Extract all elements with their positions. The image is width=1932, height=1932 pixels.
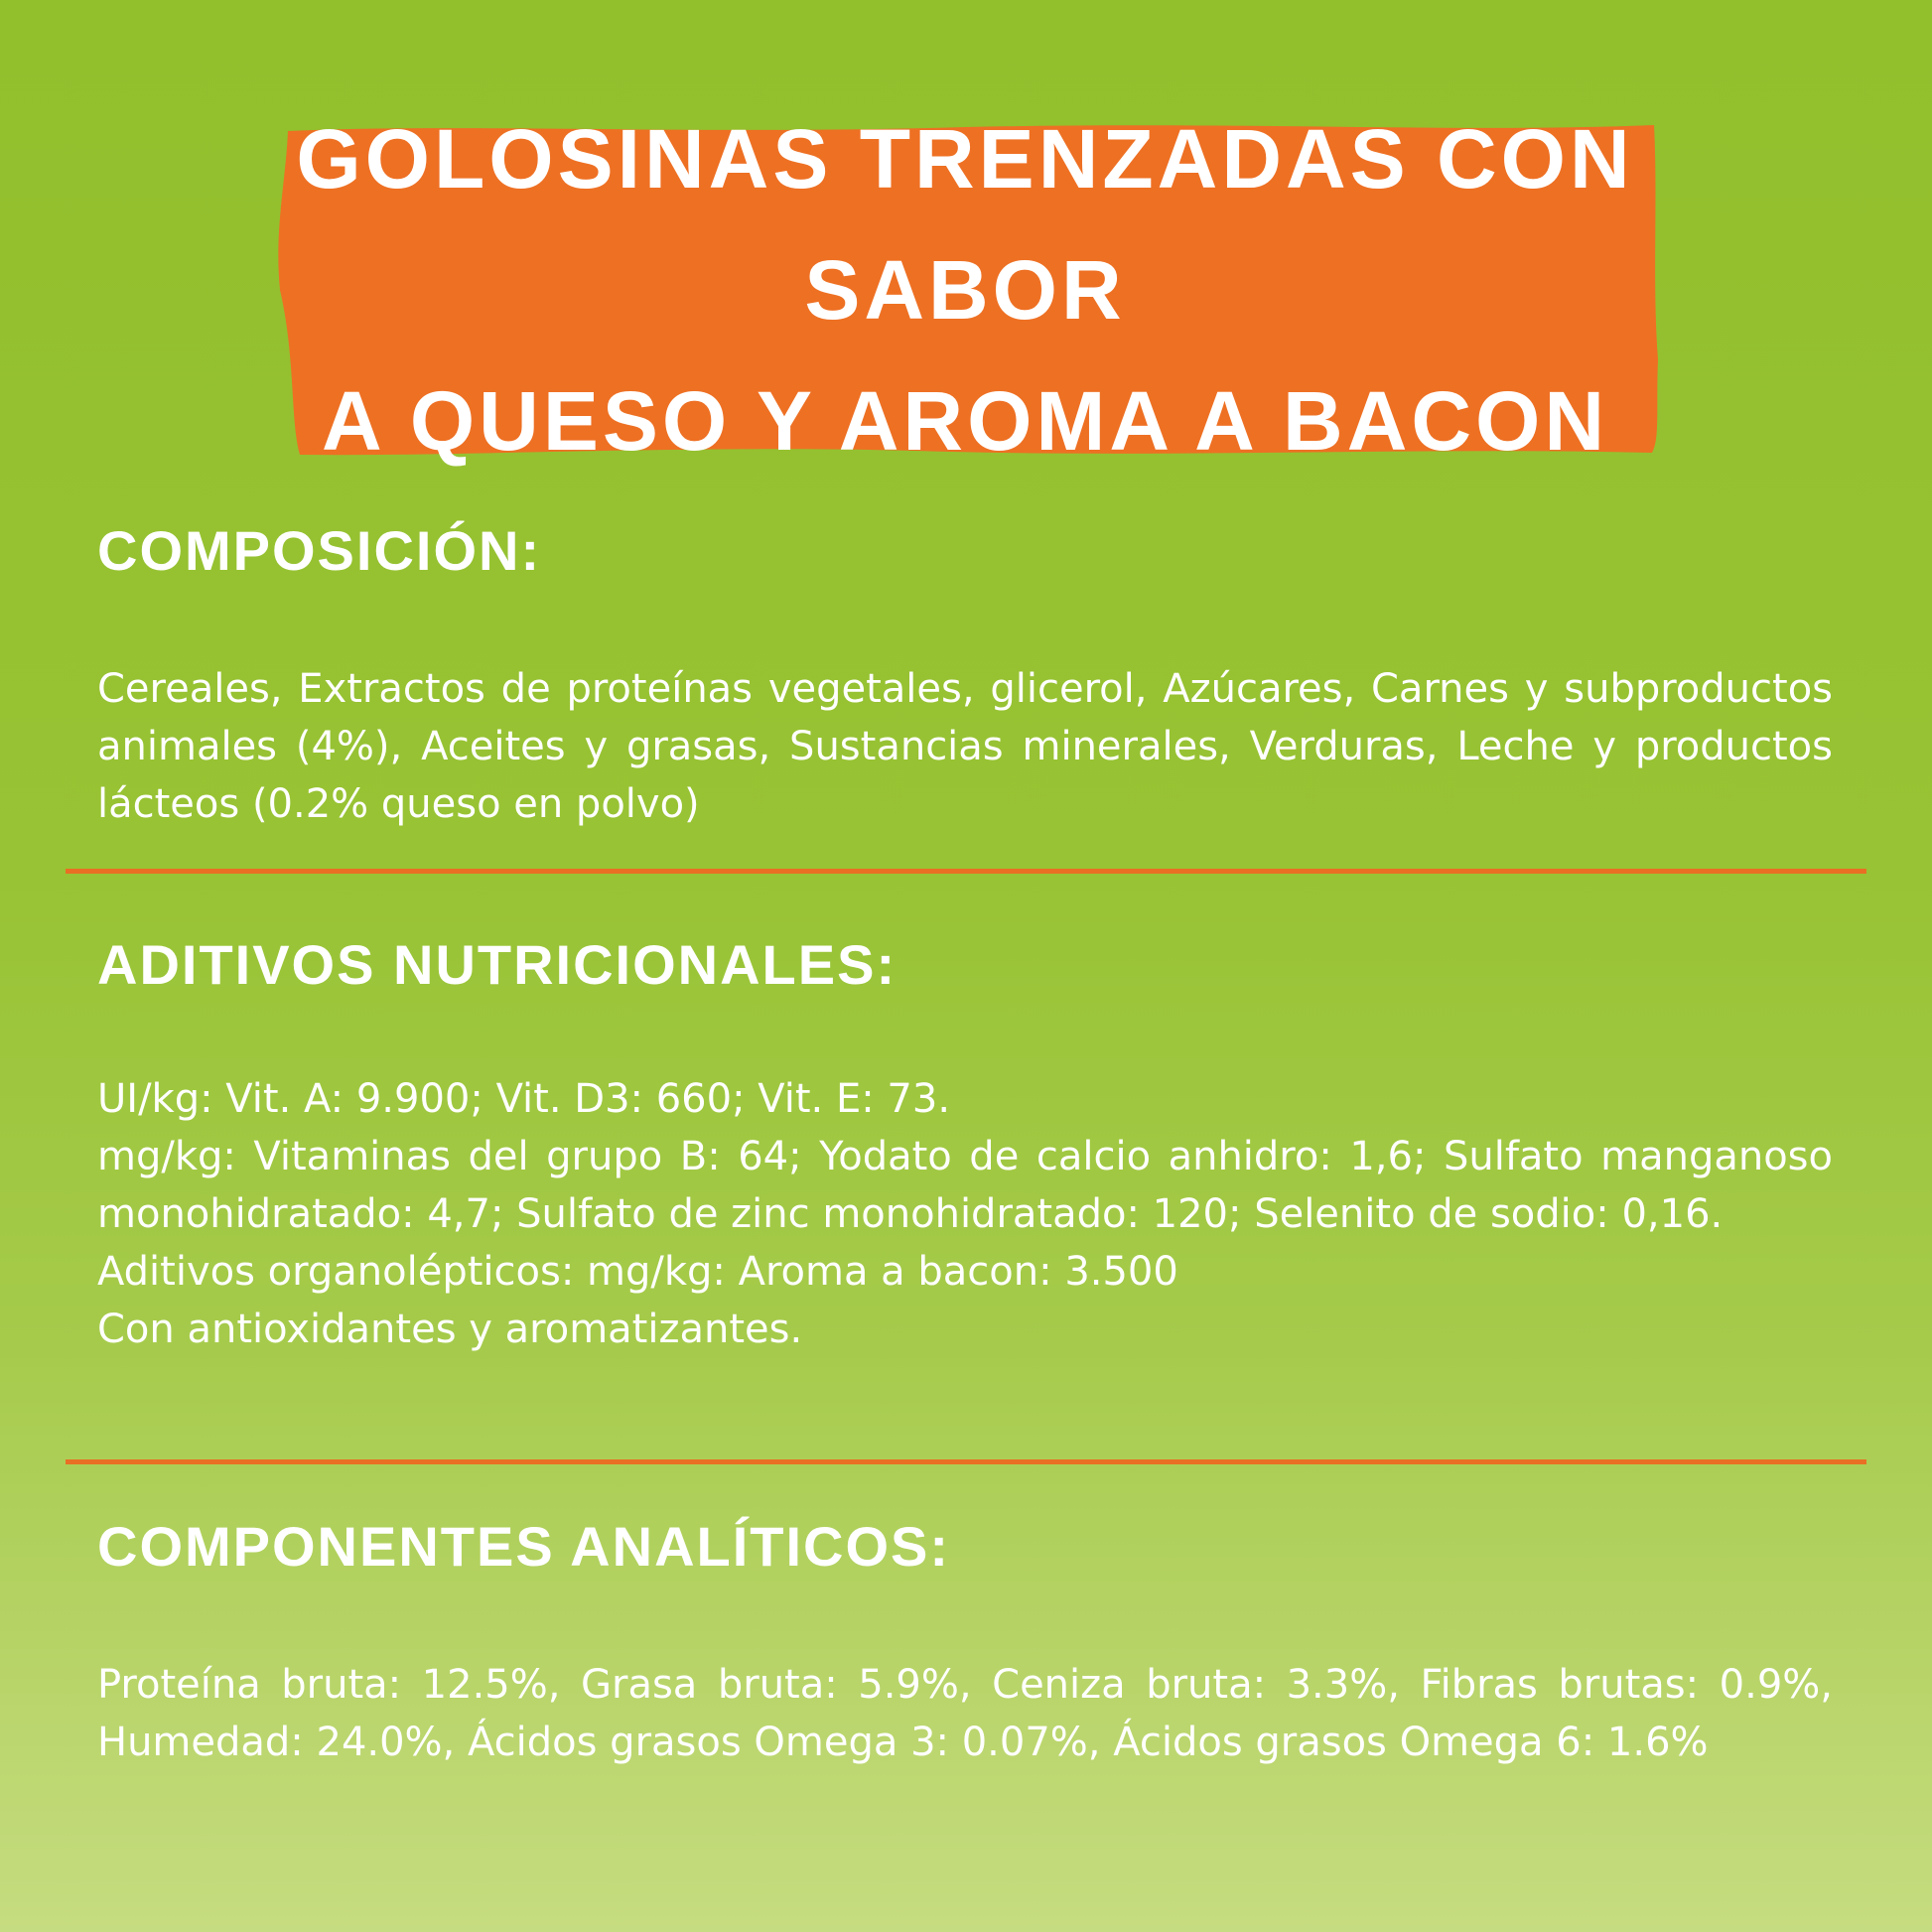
aditivos-line-antioxidantes: Con antioxidantes y aromatizantes.: [97, 1307, 803, 1352]
composicion-section: [97, 511, 1833, 833]
aditivos-line-mg: mg/kg: Vitaminas del grupo B: 64; Yodato de calcio anhidro: 1,6; Sulfato manganoso monohidratado: 4,7; Sulfato de zinc monohidratado: 120; Selenito de sodio: 0,16.: [97, 1134, 1833, 1237]
componentes-heading: COMPONENTES ANALÍTICOS:: [97, 1515, 951, 1578]
title-banner: [270, 112, 1660, 468]
composicion-heading: COMPOSICIÓN:: [97, 519, 542, 582]
divider-1: [66, 869, 1866, 874]
banner-title-line1: GOLOSINAS TRENZADAS CON SABOR: [296, 112, 1634, 337]
banner-title: [270, 112, 1660, 468]
divider-2: [66, 1459, 1866, 1464]
aditivos-line-ui: UI/kg: Vit. A: 9.900; Vit. D3: 660; Vit. E: 73.: [97, 1076, 951, 1122]
aditivos-heading: ADITIVOS NUTRICIONALES:: [97, 933, 897, 996]
banner-title-line2: A QUESO Y AROMA A BACON: [321, 374, 1609, 468]
composicion-text: Cereales, Extractos de proteínas vegetales, glicerol, Azúcares, Carnes y subproductos animales (4%), Aceites y grasas, Sustancias minerales, Verduras, Leche y productos lácteos (0.2% queso en polvo): [97, 666, 1833, 827]
componentes-text: Proteína bruta: 12.5%, Grasa bruta: 5.9%, Ceniza bruta: 3.3%, Fibras brutas: 0.9%, Humedad: 24.0%, Ácidos grasos Omega 3: 0.07%, Ácidos grasos Omega 6: 1.6%: [97, 1662, 1833, 1765]
aditivos-line-organolepticos: Aditivos organolépticos: mg/kg: Aroma a bacon: 3.500: [97, 1249, 1178, 1295]
componentes-section: [97, 1507, 1833, 1771]
aditivos-section: [97, 925, 1833, 1358]
